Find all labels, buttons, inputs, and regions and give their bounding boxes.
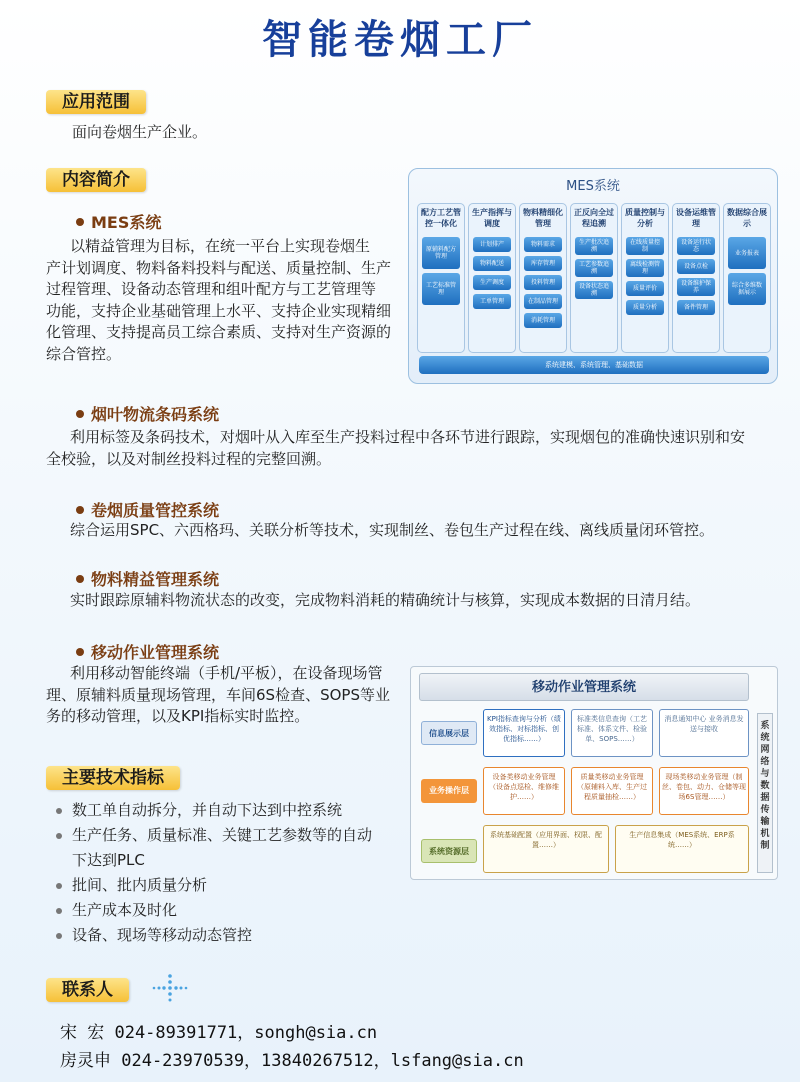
mes-column-head: 设备运维管理	[676, 208, 716, 228]
mobile-heading-text: 移动作业管理系统	[91, 643, 220, 662]
application-text: 面向卷烟生产企业。	[72, 123, 208, 141]
mes-module-chip: 工艺标准管理	[422, 273, 460, 305]
mobile-box: 生产信息集成（MES系统、ERP系统……）	[615, 825, 749, 873]
mes-module-chip: 工艺参数追溯	[575, 259, 613, 277]
mes-diagram-title: MES系统	[566, 179, 620, 194]
material-heading	[76, 567, 219, 590]
barcode-line: 全校验，以及对制丝投料过程的完整回溯。	[46, 449, 332, 468]
mes-module-chip: 投料管理	[524, 275, 562, 290]
mes-module-chip: 物料配送	[473, 256, 511, 271]
mes-module-chip: 在制品管理	[524, 294, 562, 309]
dots-decoration-icon	[150, 972, 190, 1002]
mes-column	[417, 203, 465, 353]
mes-module-chip: 设备点检	[677, 259, 715, 274]
tech-bullet: 设备、现场等移动动态管控	[54, 923, 372, 948]
mes-module-chip: 原辅料配方管理	[422, 237, 460, 269]
mobile-box: 消息通知中心 业务消息发送与接收	[659, 709, 749, 757]
mes-module-chip: 生产调度	[473, 275, 511, 290]
mes-heading-text: MES系统	[91, 213, 162, 232]
mes-module-chip: 质量分析	[626, 300, 664, 315]
mobile-line: 务的移动管理，以及KPI指标实时监控。	[46, 707, 310, 725]
section-contact-label: 联系人	[46, 978, 129, 1002]
mes-column-head: 数据综合展示	[727, 208, 767, 228]
tech-bullet: 数工单自动拆分，并自动下达到中控系统	[54, 798, 372, 823]
mes-module-chip: 物料需求	[524, 237, 562, 252]
mobile-box: 现场类移动业务管理（制丝、卷包、动力、仓储等现场6S管理……）	[659, 767, 749, 815]
mes-module-chip: 业务报表	[728, 237, 766, 269]
mes-module-chip: 设备运行状态	[677, 237, 715, 255]
barcode-line: 利用标签及条码技术，对烟叶从入库至生产投料过程中各环节进行跟踪，实现烟包的准确快速识别和安	[70, 428, 746, 446]
mes-column-head: 生产指挥与调度	[472, 208, 512, 228]
section-application-label: 应用范围	[46, 90, 146, 114]
mobile-line: 理、原辅料质量现场管理，车间6S检查、SOPS等业	[46, 685, 390, 704]
mes-column	[672, 203, 720, 353]
mes-column-head: 正反向全过程追溯	[574, 208, 614, 228]
mes-module-chip: 离线检测管理	[626, 259, 664, 277]
section-tech-label: 主要技术指标	[46, 766, 180, 790]
mes-line: 化管理、支持提高员工综合素质、支持对生产资源的	[46, 323, 392, 341]
mes-module-chip: 设备状态追溯	[575, 281, 613, 299]
mes-column-head: 配方工艺管控一体化	[421, 208, 461, 228]
section-content-label: 内容简介	[46, 168, 146, 192]
mes-module-chip: 备件管理	[677, 300, 715, 315]
mes-line: 产计划调度、物料备料投料与配送、质量控制、生产	[46, 258, 392, 277]
mobile-row-label: 信息展示层	[421, 721, 477, 745]
tech-bullet: 批间、批内质量分析	[54, 873, 372, 898]
mes-heading	[76, 210, 161, 233]
mobile-diagram-title: 移动作业管理系统	[419, 673, 749, 701]
mes-description	[46, 236, 396, 365]
mes-diagram	[408, 168, 778, 384]
mes-column	[468, 203, 516, 353]
mes-module-chip: 质量评价	[626, 281, 664, 296]
material-description: 实时跟踪原辅料物流状态的改变，完成物料消耗的精确统计与核算，实现成本数据的日清月结。	[70, 591, 701, 609]
mobile-box: 设备类移动业务管理（设备点巡检、维修维护……）	[483, 767, 565, 815]
bullet-dot	[76, 506, 84, 514]
tech-bullet-continuation: 下达到PLC	[72, 851, 145, 869]
barcode-heading-text: 烟叶物流条码系统	[91, 405, 220, 424]
mes-column	[621, 203, 669, 353]
mes-column	[723, 203, 771, 353]
mes-module-chip: 消耗管理	[524, 313, 562, 328]
barcode-heading	[76, 402, 219, 425]
mes-module-chip: 设备维护保养	[677, 278, 715, 296]
mes-module-chip: 综合多维数据展示	[728, 273, 766, 305]
mes-column	[570, 203, 618, 353]
mobile-diagram	[410, 666, 778, 880]
quality-description: 综合运用SPC、六西格玛、关联分析等技术，实现制丝、卷包生产过程在线、离线质量闭环管控。	[70, 521, 715, 539]
bullet-dot	[76, 575, 84, 583]
quality-heading	[76, 498, 219, 521]
mobile-row-label: 系统资源层	[421, 839, 477, 863]
mobile-side-label: 系统网络与数据传输机制	[757, 713, 773, 873]
mobile-box: 质量类移动业务管理（原辅料入库、生产过程质量抽检……）	[571, 767, 653, 815]
mes-column-head: 质量控制与分析	[625, 208, 665, 228]
mes-module-chip: 计划排产	[473, 237, 511, 252]
quality-heading-text: 卷烟质量管控系统	[91, 501, 220, 520]
mes-diagram-base: 系统建模、系统管理、基础数据	[419, 356, 769, 374]
bullet-dot	[76, 218, 84, 226]
page-title: 智能卷烟工厂	[262, 17, 538, 63]
mes-line: 过程管理、设备动态管理和组叶配方与工艺管理等	[46, 280, 377, 298]
mes-line: 以精益管理为目标，在统一平台上实现卷烟生	[70, 237, 371, 255]
mes-line: 综合管控。	[46, 344, 122, 363]
mobile-description	[46, 663, 396, 728]
mobile-row-label: 业务操作层	[421, 779, 477, 803]
mes-column-head: 物料精细化管理	[523, 208, 563, 228]
tech-bullet: 生产成本及时化	[54, 898, 372, 923]
mobile-box: 标准类信息查询（工艺标准、体系文件、检验单、SOPS……）	[571, 709, 653, 757]
mes-module-chip: 在线质量控制	[626, 237, 664, 255]
mobile-box: KPI指标查询与分析（绩效指标、对标指标、创优指标……）	[483, 709, 565, 757]
mes-diagram-columns	[417, 203, 771, 353]
bullet-dot	[76, 410, 84, 418]
mobile-box: 系统基础配置（应用界面、权限、配置……）	[483, 825, 609, 873]
material-heading-text: 物料精益管理系统	[91, 570, 220, 589]
contact-line: 宋 宏 024-89391771，songh@sia.cn	[60, 1023, 378, 1043]
tech-bullet-list	[54, 798, 372, 948]
mes-line: 功能，支持企业基础管理上水平、支持企业实现精细	[46, 301, 392, 320]
mes-module-chip: 生产批次追溯	[575, 237, 613, 255]
mobile-line: 利用移动智能终端（手机/平板），在设备现场管	[70, 664, 383, 682]
tech-bullet: 生产任务、质量标准、关键工艺参数等的自动	[54, 823, 372, 848]
mes-module-chip: 工单管理	[473, 294, 511, 309]
barcode-description	[46, 427, 776, 470]
mes-column	[519, 203, 567, 353]
bullet-dot	[76, 648, 84, 656]
mobile-heading	[76, 640, 219, 663]
contact-line: 房灵申 024-23970539，13840267512，lsfang@sia.cn	[60, 1051, 524, 1071]
mes-module-chip: 库存管理	[524, 256, 562, 271]
